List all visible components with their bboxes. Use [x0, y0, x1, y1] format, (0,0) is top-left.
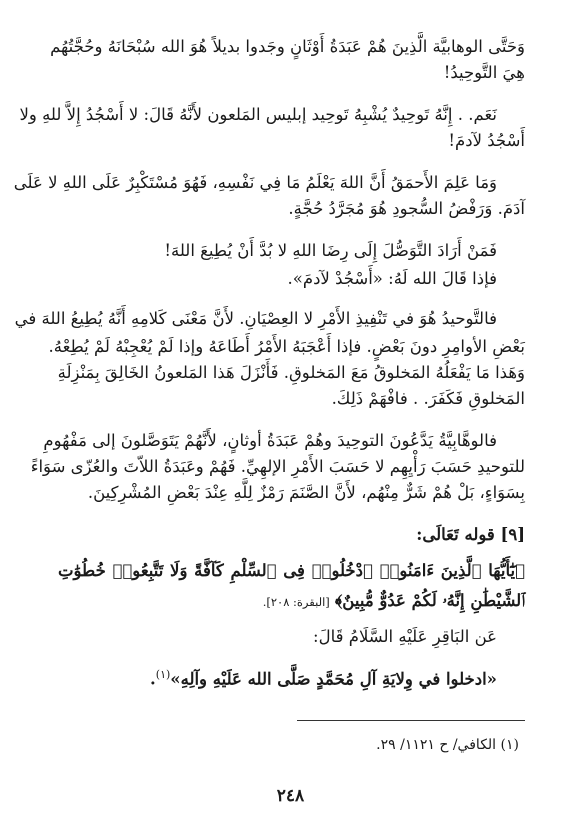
narration-line: عَن البَاقِرِ عَلَيْهِ السَّلَامُ قَالَ:	[313, 627, 497, 646]
hadith-quote	[58, 662, 497, 693]
text-line: بِسَوَاءٍ، بَلْ هُمْ شَرٌّ مِنْهُم، لأَنَّ الصَّنَمَ رَمْزٌ لِلَّهِ عِنْدَ بَعْضِ المُشْرِكِينَ.	[87, 483, 525, 502]
quran-verse: ٱلشَّيْطَٰنِ إِنَّهُۥ لَكُمْ عَدُوٌّ مُّبِينٌ﴾	[335, 591, 525, 610]
footnote: (١) الكافي/ ح ١١٢١/ ٢٩.	[376, 737, 519, 753]
text-line: أَسْجُدُ لآدمَ!	[448, 131, 525, 150]
text-line: وَحَتَّى الوهابيَّة الَّذِينَ هُمْ عَبَدَةُ أَوْثَانٍ وجَدوا بديلاً هُوَ الله سُبْحَانَهُ وحُجَّتُهُم	[50, 37, 525, 56]
text-line: فإذا قَالَ الله لَهُ: «أَسْجُدْ لآدمَ».	[287, 269, 497, 288]
text-line: هِيَ التَّوحِيدُ!	[443, 63, 525, 82]
verse-reference: [البقرة: ٢٠٨].	[262, 595, 330, 609]
text-line: المَخلوقِ فَكَفَرَ. . فافْهَمْ ذَلِكَ.	[331, 389, 525, 408]
hadith-text: «ادخلوا في وِلايَةِ آلِ مُحَمَّدٍ صَلَّى الله عَلَيْهِ وآلِهِ»	[170, 669, 497, 689]
text-line: فَمَنْ أَرَادَ التَّوَصُّلَ إِلَى رِضَا اللهِ لا بُدَّ أَنْ يُطِيعَ اللهَ!	[164, 241, 497, 260]
text-line: نَعَم. . إِنَّهُ تَوحِيدٌ يُشْبِهُ تَوحِيد إبليس المَلعون لأَنَّهُ قَالَ: لا أَسْجُدُ إِلاَّ للهِ ولا	[19, 105, 497, 124]
text-line: فالوهَّابِيَّةُ يَدَّعُونَ التوحِيدَ وهُمْ عَبَدَةُ أوثانٍ، لأَنَّهُمْ يَتَوَصَّلونَ إلى مَفْهُومِ	[43, 431, 497, 450]
text-line: وَمَا عَلِمَ الأَحمَقُ أَنَّ اللهَ يَعْلَمُ مَا فِي نَفْسِهِ، فَهُوَ مُسْتَكْبِرٌ عَلَى اللهِ لا عَلَى	[13, 173, 497, 192]
text-line: وَهَذا مَا يَفْعَلُهُ المَخلوقُ مَعَ المَخلوقِ. فَأَنْزَلَ هَذا المَلعونُ الخَالِقَ بِمَنْزِلَةِ	[57, 363, 525, 382]
text-line: للتوحيدِ حَسَبَ رَأْيِهِم لا حَسَبَ الأَمْرِ الإلهِيِّ. فَهُمْ وعَبَدَةُ اللاّتَ والعُزّى سَوَاءً	[30, 457, 525, 476]
text-line: فالتَّوحيدُ هُوَ في تَنْفِيذِ الأَمْرِ لا العِصْيَانِ. لأَنَّ مَعْنَى كَلامِهِ أَنَّهُ يُطِيعُ اللهَ في	[14, 309, 497, 328]
footnote-divider	[297, 720, 525, 721]
text-line: آدَمَ. وَرَفْضُ السُّجودِ هُوَ مُجَرَّدُ حُجَّةٍ.	[288, 199, 525, 218]
quran-verse: ﴿يَٰٓأَيُّهَا ٱلَّذِينَ ءَامَنُوا۟ ٱدْخُلُوا۟ فِى ٱلسِّلْمِ كَآفَّةً وَلَا تَتَّبِعُوا۟ خُطُوَٰتِ	[58, 561, 525, 580]
footnote-marker: (١)	[155, 668, 171, 681]
quote-end: .	[150, 669, 156, 689]
text-line: بَعْضِ الأوامِرِ دونَ بَعْضٍ. فإذا أَعْجَبَهُ الأَمْرُ أَطَاعَهُ وإذا لَمْ يُعْجِبْهُ لَمْ يُطِعْهُ.	[48, 337, 525, 356]
quran-verse-end	[58, 588, 525, 615]
section-heading: [٩] قوله تَعَالَى:	[416, 525, 525, 544]
page-number: ٢٤٨	[276, 786, 305, 806]
